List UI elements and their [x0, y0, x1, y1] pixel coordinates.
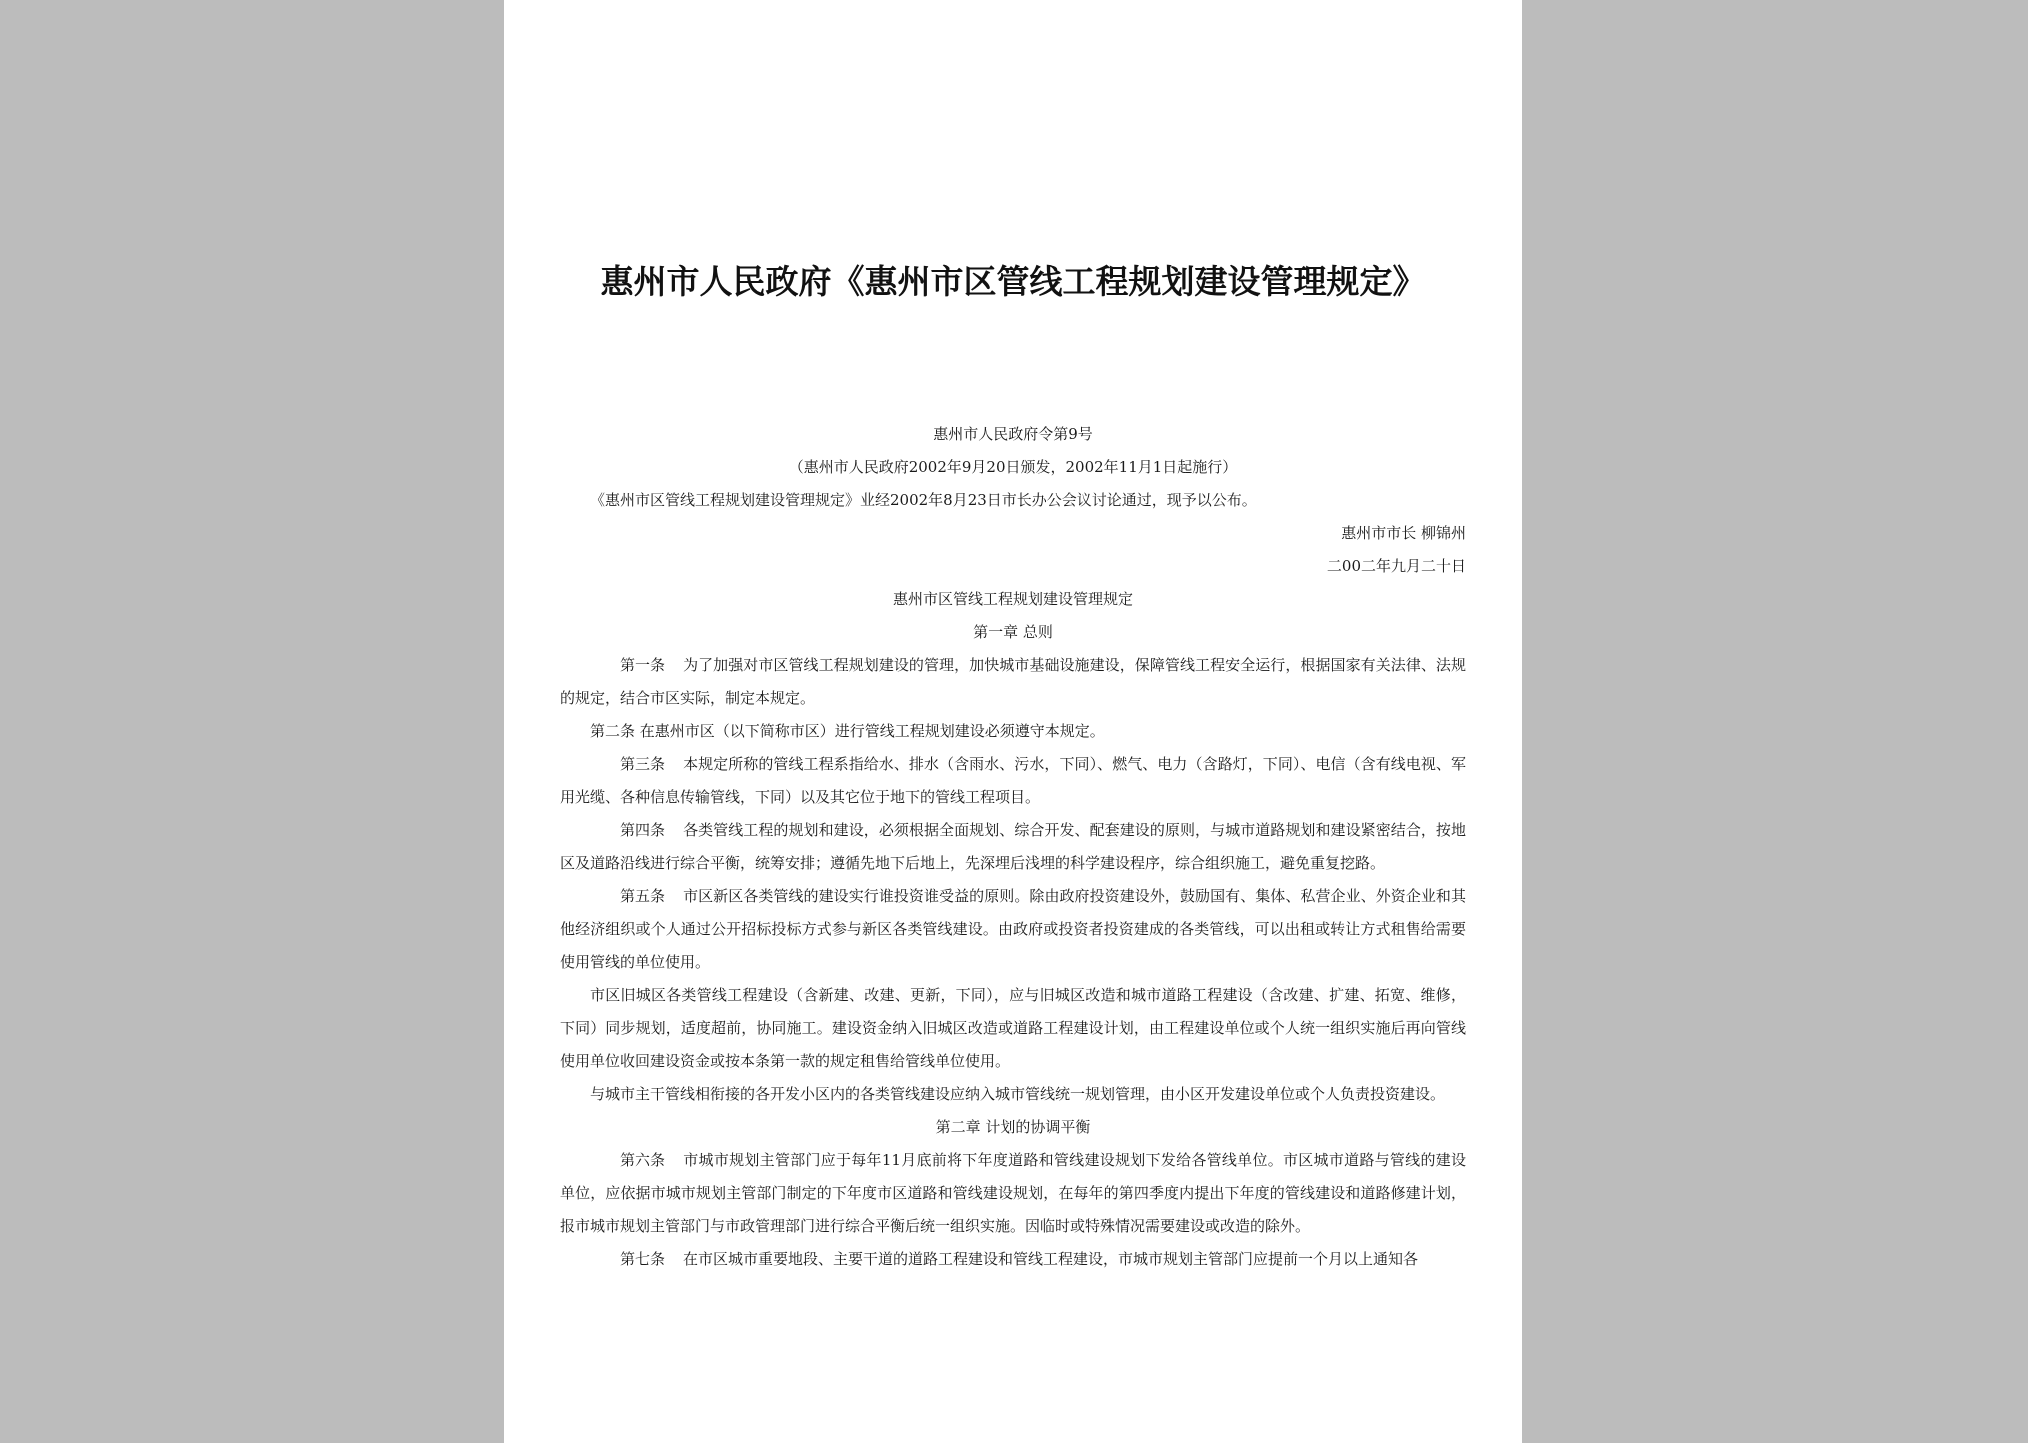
document-body [560, 418, 1466, 1276]
article-4-number: 第四条 [620, 821, 666, 839]
document-title: 惠州市人民政府《惠州市区管线工程规划建设管理规定》 [600, 262, 1426, 301]
article-4-text: 各类管线工程的规划和建设，必须根据全面规划、综合开发、配套建设的原则，与城市道路规划和建设紧密结合，按地区及道路沿线进行综合平衡，统筹安排；遵循先地下后地上，先深埋后浅埋的科学建设程序，综合组织施工，避免重复挖路。 [560, 821, 1466, 872]
article-3-number: 第三条 [620, 755, 666, 773]
signer: 惠州市市长 柳锦州 [1341, 524, 1466, 542]
issue-note: （惠州市人民政府2002年9月20日颁发，2002年11月1日起施行） [788, 458, 1238, 476]
announcement: 《惠州市区管线工程规划建设管理规定》业经2002年8月23日市长办公会议讨论通过，现予以公布。 [590, 491, 1257, 509]
article-1-text: 为了加强对市区管线工程规划建设的管理，加快城市基础设施建设，保障管线工程安全运行，根据国家有关法律、法规的规定，结合市区实际，制定本规定。 [560, 656, 1466, 707]
order-number: 惠州市人民政府令第9号 [933, 425, 1093, 443]
article-5-paragraph-3: 与城市主干管线相衔接的各开发小区内的各类管线建设应纳入城市管线统一规划管理，由小区开发建设单位或个人负责投资建设。 [590, 1085, 1446, 1103]
chapter-2-heading: 第二章 计划的协调平衡 [935, 1118, 1091, 1136]
article-7 [560, 1243, 1466, 1276]
article-5-number: 第五条 [620, 887, 666, 905]
rules-title: 惠州市区管线工程规划建设管理规定 [892, 590, 1133, 608]
article-5 [560, 880, 1466, 979]
article-1 [560, 649, 1466, 715]
chapter-1-heading: 第一章 总则 [973, 623, 1053, 641]
article-6-text: 市城市规划主管部门应于每年11月底前将下年度道路和管线建设规划下发给各管线单位。市区城市道路与管线的建设单位，应依据市城市规划主管部门制定的下年度市区道路和管线建设规划，在每年的第四季度内提出下年度的管线建设和道路修建计划，报市城市规划主管部门与市政管理部门进行综合平衡后统一组织实施。因临时或特殊情况需要建设或改造的除外。 [560, 1151, 1466, 1235]
article-3-text: 本规定所称的管线工程系指给水、排水（含雨水、污水，下同）、燃气、电力（含路灯，下同）、电信（含有线电视、军用光缆、各种信息传输管线，下同）以及其它位于地下的管线工程项目。 [560, 755, 1466, 806]
article-2: 第二条 在惠州市区（以下简称市区）进行管线工程规划建设必须遵守本规定。 [590, 722, 1105, 740]
article-1-number: 第一条 [620, 656, 666, 674]
article-7-text: 在市区城市重要地段、主要干道的道路工程建设和管线工程建设，市城市规划主管部门应提前一个月以上通知各 [683, 1250, 1419, 1268]
article-5-text: 市区新区各类管线的建设实行谁投资谁受益的原则。除由政府投资建设外，鼓励国有、集体、私营企业、外资企业和其他经济组织或个人通过公开招标投标方式参与新区各类管线建设。由政府或投资者投资建成的各类管线，可以出租或转让方式租售给需要使用管线的单位使用。 [560, 887, 1466, 971]
article-3 [560, 748, 1466, 814]
article-5-paragraph-2: 市区旧城区各类管线工程建设（含新建、改建、更新，下同），应与旧城区改造和城市道路工程建设（含改建、扩建、拓宽、维修，下同）同步规划，适度超前，协同施工。建设资金纳入旧城区改造或道路工程建设计划，由工程建设单位或个人统一组织实施后再向管线使用单位收回建设资金或按本条第一款的规定租售给管线单位使用。 [560, 986, 1466, 1070]
document-page [504, 0, 1522, 1443]
article-7-number: 第七条 [620, 1250, 666, 1268]
article-4 [560, 814, 1466, 880]
sign-date: 二00二年九月二十日 [1326, 557, 1466, 575]
article-6-number: 第六条 [620, 1151, 666, 1169]
article-6 [560, 1144, 1466, 1243]
